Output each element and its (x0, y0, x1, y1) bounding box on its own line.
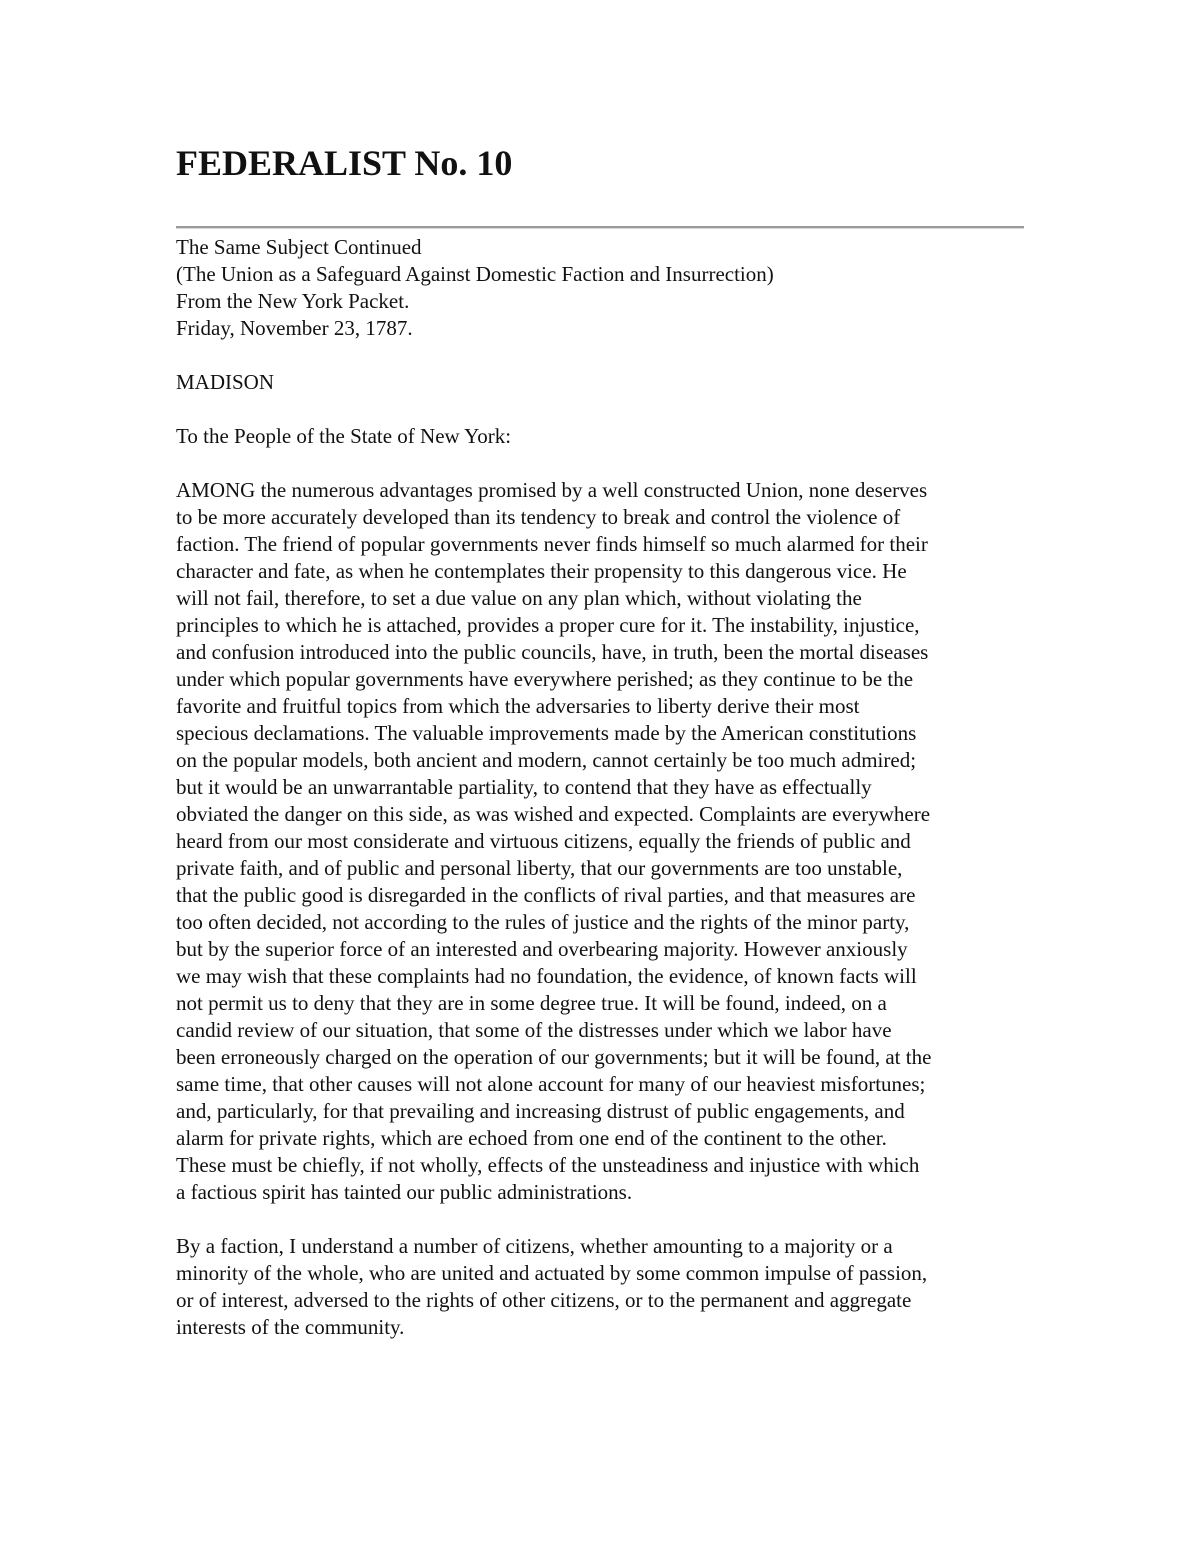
paragraph-line: principles to which he is attached, provides a proper cure for it. The instability, injustice, (176, 613, 920, 637)
paragraph-line: candid review of our situation, that some of the distresses under which we labor have (176, 1018, 892, 1042)
salutation: To the People of the State of New York: (176, 424, 512, 448)
paragraph-line: alarm for private rights, which are echoed from one end of the continent to the other. (176, 1126, 887, 1150)
paragraph-line: favorite and fruitful topics from which the adversaries to liberty derive their most (176, 694, 860, 718)
paragraph-line: too often decided, not according to the rules of justice and the rights of the minor party, (176, 910, 910, 934)
paragraph-line: faction. The friend of popular governments never finds himself so much alarmed for their (176, 532, 928, 556)
paragraph (176, 477, 1026, 1206)
author-name: MADISON (176, 370, 275, 394)
paragraph-line: under which popular governments have everywhere perished; as they continue to be the (176, 667, 914, 691)
paragraph-line: obviated the danger on this side, as was wished and expected. Complaints are everywhere (176, 802, 931, 826)
paragraph-line: will not fail, therefore, to set a due value on any plan which, without violating the (176, 586, 862, 610)
paragraph-line: and, particularly, for that prevailing and increasing distrust of public engagements, and (176, 1099, 905, 1123)
publication-source: From the New York Packet. (176, 289, 410, 313)
subtitle: The Same Subject Continued (176, 235, 422, 259)
paragraph-line: on the popular models, both ancient and modern, cannot certainly be too much admired; (176, 748, 917, 772)
paragraph-line: character and fate, as when he contemplates their propensity to this dangerous vice. He (176, 559, 907, 583)
document-header (176, 234, 1026, 342)
paragraph-line: same time, that other causes will not alone account for many of our heaviest misfortunes; (176, 1072, 926, 1096)
publication-date: Friday, November 23, 1787. (176, 316, 413, 340)
document-page (176, 140, 1026, 1341)
paragraph-line: interests of the community. (176, 1315, 405, 1339)
paragraph-line: not permit us to deny that they are in some degree true. It will be found, indeed, on a (176, 991, 887, 1015)
paragraph (176, 1233, 1026, 1341)
paragraph-line: been erroneously charged on the operation of our governments; but it will be found, at the (176, 1045, 932, 1069)
subtitle-parenthetical: (The Union as a Safeguard Against Domestic Faction and Insurrection) (176, 262, 774, 286)
paragraph-line: but by the superior force of an interested and overbearing majority. However anxiously (176, 937, 908, 961)
horizontal-rule (176, 226, 1024, 229)
paragraph-line: These must be chiefly, if not wholly, effects of the unsteadiness and injustice with which (176, 1153, 920, 1177)
paragraph-line: minority of the whole, who are united and actuated by some common impulse of passion, (176, 1261, 928, 1285)
body-text (176, 477, 1026, 1341)
paragraph-line: a factious spirit has tainted our public administrations. (176, 1180, 633, 1204)
paragraph-line: AMONG the numerous advantages promised by a well constructed Union, none deserves (176, 478, 928, 502)
paragraph-line: private faith, and of public and personal liberty, that our governments are too unstable, (176, 856, 903, 880)
paragraph-line: specious declamations. The valuable improvements made by the American constitutions (176, 721, 917, 745)
paragraph-line: By a faction, I understand a number of citizens, whether amounting to a majority or a (176, 1234, 893, 1258)
document-title: FEDERALIST No. 10 (176, 143, 513, 183)
paragraph-line: but it would be an unwarrantable partiality, to contend that they have as effectually (176, 775, 872, 799)
paragraph-line: or of interest, adversed to the rights of other citizens, or to the permanent and aggregate (176, 1288, 912, 1312)
paragraph-line: and confusion introduced into the public councils, have, in truth, been the mortal diseases (176, 640, 929, 664)
paragraph-line: heard from our most considerate and virtuous citizens, equally the friends of public and (176, 829, 911, 853)
paragraph-line: we may wish that these complaints had no foundation, the evidence, of known facts will (176, 964, 917, 988)
paragraph-line: to be more accurately developed than its tendency to break and control the violence of (176, 505, 901, 529)
paragraph-line: that the public good is disregarded in the conflicts of rival parties, and that measures are (176, 883, 916, 907)
